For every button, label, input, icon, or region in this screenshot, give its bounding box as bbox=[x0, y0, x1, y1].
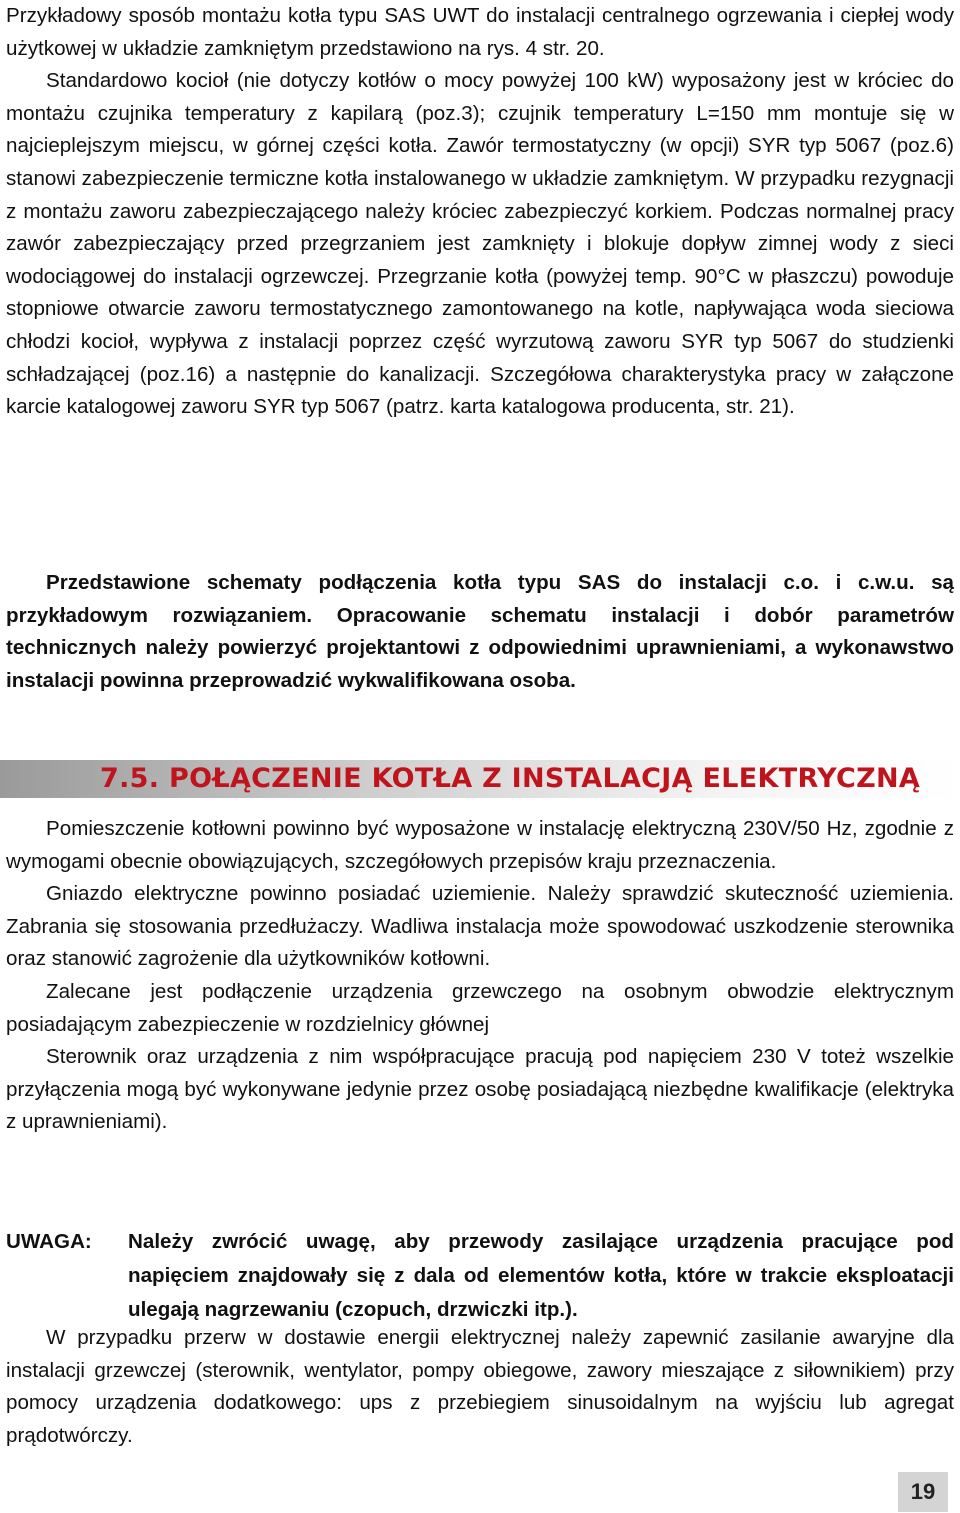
warning-text: Należy zwrócić uwagę, aby przewody zasilające urządzenia pracujące pod napięciem znajdowały się z dala od elementów kotła, które w trakcie eksploatacji ulegają nagrzewaniu (czopuch, drzwiczki itp.). bbox=[128, 1230, 954, 1321]
notice-paragraph: Przedstawione schematy podłączenia kotła typu SAS do instalacji c.o. i c.w.u. są przykładowym rozwiązaniem. Opracowanie schematu instalacji i dobór parametrów technicznych należy powierzyć projektantowi z odpowiednimi uprawnieniami, a wykonawstwo instalacji powinna przeprowadzić wykwalifikowana osoba. bbox=[6, 571, 954, 692]
section-paragraph-2: Gniazdo elektryczne powinno posiadać uziemienie. Należy sprawdzić skuteczność uziemienia. Zabrania się stosowania przedłużaczy. Wadliwa instalacja może spowodować uszkodzenie sterownika oraz stanowić zagrożenie dla użytkowników kotłowni. bbox=[6, 882, 954, 971]
closing-paragraph: W przypadku przerw w dostawie energii elektrycznej należy zapewnić zasilanie awaryjne dla instalacji grzewczej (sterownik, wentylator, pompy obiegowe, zawory mieszające z siłownikiem) przy pomocy urządzenia dodatkowego: ups z przebiegiem sinusoidalnym na wyjściu lub agregat prądotwórczy. bbox=[6, 1326, 954, 1447]
section-body bbox=[6, 813, 954, 1139]
closing-section bbox=[6, 1322, 954, 1452]
warning-label: UWAGA: bbox=[6, 1230, 92, 1253]
intro-section bbox=[6, 0, 954, 424]
section-paragraph-3: Zalecane jest podłączenie urządzenia grzewczego na osobnym obwodzie elektrycznym posiadającym zabezpieczenie w rozdzielnicy głównej bbox=[6, 979, 954, 1036]
intro-paragraph: Przykładowy sposób montażu kotła typu SAS UWT do instalacji centralnego ogrzewania i ciepłej wody użytkowej w układzie zamkniętym przedstawiono na rys. 4 str. 20. bbox=[6, 4, 954, 60]
sensor-paragraph: Standardowo kocioł (nie dotyczy kotłów o mocy powyżej 100 kW) wyposażony jest w króciec do montażu czujnika temperatury z kapilarą (poz.3); czujnik temperatury L=150 mm montuje się w najcieplejszym miejscu, w górnej części kotła. Zawór termostatyczny (w opcji) SYR typ 5067 (poz.6) stanowi zabezpieczenie termiczne kotła instalowanego w układzie zamkniętym. W przypadku rezygnacji z montażu zaworu zabezpieczającego należy króciec zabezpieczyć korkiem. Podczas normalnej pracy zawór zabezpieczający przed przegrzaniem jest zamknięty i blokuje dopływ zimnej wody z sieci wodociągowej do instalacji ogrzewczej. Przegrzanie kotła (powyżej temp. 90°C w płaszczu) powoduje stopniowe otwarcie zaworu termostatycznego zamontowanego na kotle, napływająca woda sieciowa chłodzi kocioł, wypływa z instalacji poprzez część wyrzutową zaworu SYR typ 5067 do studzienki schładzającej (poz.16) a następnie do kanalizacji. Szczegółowa charakterystyka pracy w załączone karcie katalogowej zaworu SYR typ 5067 (patrz. karta katalogowa producenta, str. 21). bbox=[6, 69, 954, 419]
page-number: 19 bbox=[898, 1472, 948, 1512]
section-heading: 7.5. POŁĄCZENIE KOTŁA Z INSTALACJĄ ELEKTRYCZNĄ bbox=[100, 763, 921, 794]
notice-section bbox=[6, 567, 954, 697]
section-paragraph-1: Pomieszczenie kotłowni powinno być wyposażone w instalację elektryczną 230V/50 Hz, zgodnie z wymogami obecnie obowiązujących, szczegółowych przepisów kraju przeznaczenia. bbox=[6, 817, 954, 873]
section-paragraph-4: Sterownik oraz urządzenia z nim współpracujące pracują pod napięciem 230 V toteż wszelkie przyłączenia mogą być wykonywane jedynie przez osobę posiadającą niezbędne kwalifikacje (elektryka z uprawnieniami). bbox=[6, 1045, 954, 1134]
